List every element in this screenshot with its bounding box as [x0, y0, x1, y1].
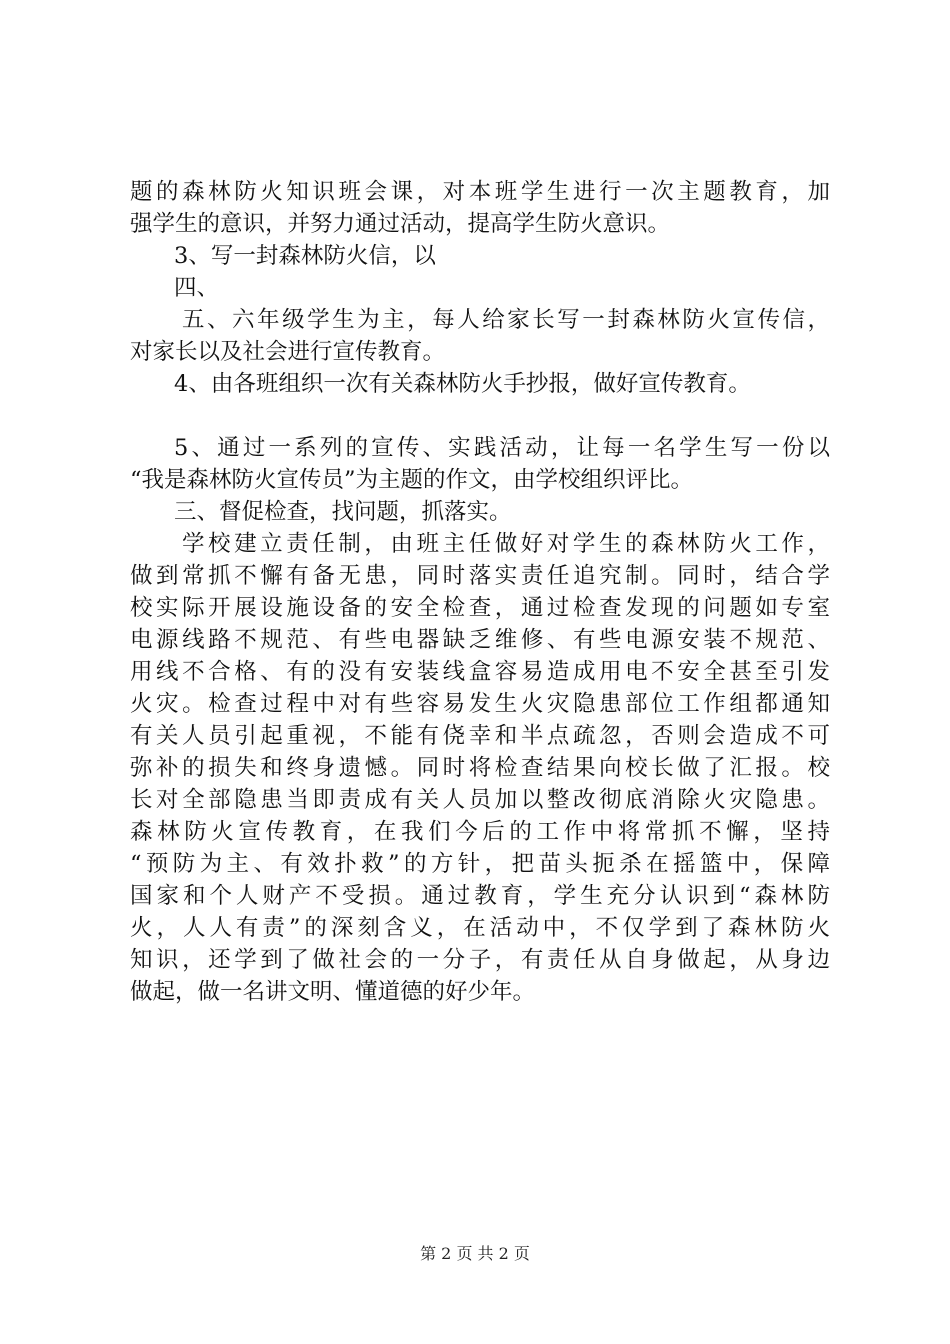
text-line: 国家和个人财产不受损。通过教育，学生充分认识到“森林防	[130, 883, 830, 909]
text-line: 强学生的意识，并努力通过活动，提高学生防火意识。	[130, 211, 671, 237]
text-line: 火灾。检查过程中对有些容易发生火灾隐患部位工作组都通知	[130, 691, 830, 717]
text-line: 四、	[174, 275, 220, 301]
text-line: 学校建立责任制，由班主任做好对学生的森林防火工作，	[182, 531, 830, 557]
text-line: “预防为主、有效扑救”的方针，把苗头扼杀在摇篮中，保障	[130, 851, 830, 877]
text-line: 火，人人有责”的深刻含义，在活动中，不仅学到了森林防火	[130, 915, 830, 941]
text-line: 做到常抓不懈有备无患，同时落实责任追究制。同时，结合学	[130, 563, 830, 589]
text-line: 知识，还学到了做社会的一分子，有责任从自身做起，从身边	[130, 947, 830, 973]
text-line: 3、写一封森林防火信，以	[174, 243, 436, 269]
text-line: 校实际开展设施设备的安全检查，通过检查发现的问题如专室	[130, 595, 830, 621]
text-line: 弥补的损失和终身遗憾。同时将检查结果向校长做了汇报。校	[130, 755, 830, 781]
text-line: 五、六年级学生为主，每人给家长写一封森林防火宣传信，	[182, 307, 830, 333]
text-line: 对家长以及社会进行宣传教育。	[130, 339, 446, 365]
page-number-footer: 第 2 页 共 2 页	[420, 1244, 530, 1263]
text-line: 用线不合格、有的没有安装线盒容易造成用电不安全甚至引发	[130, 659, 830, 685]
document-body	[130, 176, 830, 1008]
text-line: 题的森林防火知识班会课，对本班学生进行一次主题教育，加	[130, 179, 830, 205]
text-line: 三、督促检查，找问题，抓落实。	[174, 499, 512, 525]
text-line: “我是森林防火宣传员”为主题的作文，由学校组织评比。	[130, 467, 694, 493]
text-line: 5、通过一系列的宣传、实践活动，让每一名学生写一份以	[174, 435, 830, 461]
text-line: 4、由各班组织一次有关森林防火手抄报，做好宣传教育。	[174, 371, 751, 397]
paragraph-gap	[130, 400, 830, 432]
text-line: 森林防火宣传教育，在我们今后的工作中将常抓不懈，坚持	[130, 819, 830, 845]
text-line: 长对全部隐患当即责成有关人员加以整改彻底消除火灾隐患。	[130, 787, 830, 813]
text-line: 电源线路不规范、有些电器缺乏维修、有些电源安装不规范、	[130, 627, 830, 653]
text-line: 做起，做一名讲文明、懂道德的好少年。	[130, 979, 536, 1005]
text-line: 有关人员引起重视，不能有侥幸和半点疏忽，否则会造成不可	[130, 723, 830, 749]
